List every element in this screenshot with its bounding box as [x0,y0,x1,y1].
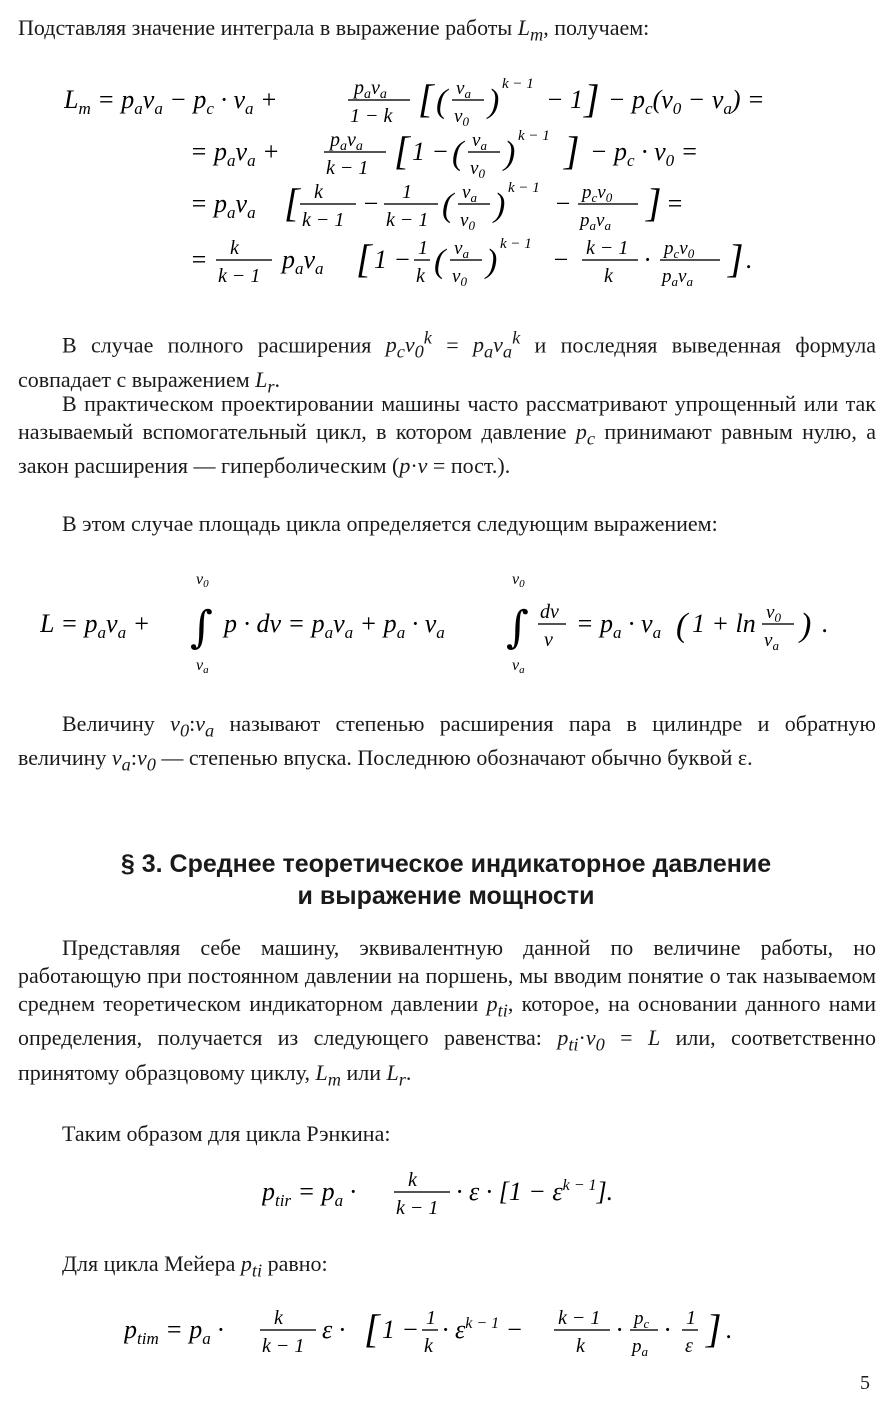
equation-meyer-svg [124,1300,784,1370]
svg-text:(: ( [434,243,446,280]
svg-text:Lm = pava − pc · va +: $L_m = p_av_a - p_c \cdot v_a$ + [64,85,278,118]
svg-text:k − 1: k − 1 [502,76,534,92]
svg-text:k: k [230,237,239,259]
svg-text:v0: $v_0$ [454,106,469,129]
svg-text:k: k [408,1169,417,1191]
svg-text:1: 1 [418,237,428,259]
svg-text:1 − k: 1 − k [350,105,393,127]
svg-text:1 + ln: 1 + ln [692,609,756,638]
section-heading-line2: и выражение мощности [297,882,595,910]
intro-paragraph: Подставляя значение интеграла в выражение работы $L_m$, получаем: [18,15,650,45]
svg-text:k − 1: k − 1 [302,209,345,231]
svg-text:1 −: 1 − [412,137,450,166]
svg-text:− pc(v0 − va) =: − $p_c(v_0 - v_a)$ = [608,85,765,118]
svg-text:v0: $v_0$ [766,602,781,625]
svg-text:v0: $v_0$ [452,266,467,289]
paragraph-full-expansion: В случае полного расширения $p_cv_0^k = p_av_a^k$ и последняя выведенная формула совпадает с выражением $L_r$. [18,328,876,397]
paragraph-area-intro: В этом случае площадь цикла определяется следующим выражением: [62,511,718,536]
equation-lm-line2-svg [190,124,750,184]
svg-text:1: 1 [426,1307,436,1329]
paragraph-meyer-intro: Для цикла Мейера $p_{ti}$ равно: [62,1251,328,1281]
svg-text:−: − [362,189,380,218]
svg-text:k − 1: k − 1 [386,209,429,231]
svg-text:k: k [576,1335,585,1357]
svg-text:k − 1: k − 1 [218,265,261,287]
svg-text:(: ( [452,135,464,172]
svg-text:]: ] [728,236,744,281]
svg-text:pcv0: $p_cv_0$ [582,182,613,205]
paragraph-mean-pressure: Представляя себе машину, эквивалентную данной по величине работы, но работающую при постоянном давлении на поршень, мы вводим понятие о так называемом среднем теоретическом индикаторном давлении $p_{ti}$, которое, на основании данного нами определения, получается из следующего равенства: $p_{ti}\cdot v_0 = L$ или, соответственно принятому образцовому циклу, $L_m$ или $L_r$. [18,935,876,1090]
svg-text:.: . [726,1315,733,1344]
svg-text:−: − [554,189,572,218]
equation-meyer [124,1300,784,1378]
svg-text:1: 1 [402,181,412,203]
equation-area [40,566,840,684]
svg-text:va: $v_a$ [472,130,487,153]
svg-text:(: ( [436,83,448,120]
svg-text:[: [ [394,128,410,173]
svg-text:v: v [544,629,553,651]
svg-text:v0: $v_0$ [460,210,475,233]
svg-text:p · dv = pava + pa · va: p · dv = $p_av_a + p_a \cdot v_a$ [224,609,445,642]
svg-text:1: 1 [686,1307,696,1329]
svg-text:pc: $p_c$ [634,1308,650,1331]
svg-text:=: = [190,245,208,274]
svg-text:k: k [274,1307,283,1329]
svg-text:∫: ∫ [190,602,213,653]
svg-text:[: [ [364,1306,380,1351]
svg-text:va: $v_a$ [764,630,779,653]
svg-text:[: [ [356,236,372,281]
svg-text:]: ] [584,76,600,121]
svg-text:): ) [800,607,812,644]
svg-text:ptir = pa ·: $p_{tir} = p_a$ · [262,1177,357,1210]
svg-text:= pa · va: = $p_a \cdot v_a$ [576,609,662,642]
svg-text:· ε · [1 − εk − 1].: · $\varepsilon \cdot [1 - \varepsilon^{k - 1}]$. [456,1177,614,1206]
svg-text:): ) [494,187,506,224]
svg-text:− pc · v0 =: − $p_c \cdot v_0$ = [590,137,699,170]
equation-lm-line4-svg [190,232,810,296]
svg-text:v0: v0 [512,571,525,590]
svg-text:1 −: 1 − [382,1315,420,1344]
equation-rankine [262,1164,642,1236]
svg-text:ε ·: ε · [322,1315,346,1344]
svg-text:= pava +: = $p_av_a$ + [190,137,280,170]
equation-rankine-svg [262,1164,642,1228]
svg-text:ptim = pa ·: $p_{tim} = p_a$ · [124,1315,224,1348]
svg-text:[: [ [418,76,434,121]
svg-text:ε: ε [685,1335,693,1357]
svg-text:k − 1: k − 1 [500,236,532,252]
svg-text:k − 1: k − 1 [396,1197,439,1219]
svg-text:[: [ [284,180,300,225]
svg-text:dv: dv [540,601,559,623]
svg-text:·: · [664,1315,671,1344]
equation-area-svg [40,566,840,676]
svg-text:k: k [604,265,613,287]
svg-text:k − 1: k − 1 [326,157,369,179]
page-number: 5 [860,1372,870,1394]
svg-text:pava: $p_av_a$ [354,77,387,102]
svg-text:k: k [424,1335,433,1357]
svg-text:va: $v_a$ [456,78,471,101]
svg-text:va: $v_a$ [462,182,477,205]
svg-text:pava: $p_av_a$ [662,266,693,289]
svg-text:): ) [486,243,498,280]
svg-text:va: va [196,657,209,676]
svg-text:): ) [504,135,516,172]
svg-text:−: − [552,245,570,274]
svg-text:= pava: = $p_av_a$ [190,189,256,222]
svg-text:·: · [644,245,651,274]
paragraph-rankine-intro: Таким образом для цикла Рэнкина: [62,1121,391,1146]
section-heading-line1: § 3. Среднее теоретическое индикаторное давление [120,850,772,878]
paragraph-ratio: Величину $v_0:v_a$ называют степенью расширения пара в цилиндре и обратную величину $v_a:v_0$ — степенью впуска. Последнюю обозначают обычно буквой ε. [18,711,876,775]
svg-text:): ) [488,83,500,120]
svg-text:− 1: − 1 [546,85,584,114]
equation-lm-line1-svg [64,72,824,132]
svg-text:]: ] [564,128,580,173]
svg-text:v0: $v_0$ [470,158,485,181]
svg-text:pava: $p_av_a$ [330,129,363,154]
svg-text:va: $v_a$ [454,238,469,261]
svg-text:∫: ∫ [506,602,529,653]
svg-text:k − 1: k − 1 [586,237,629,259]
svg-text:pava: $p_av_a$ [282,245,324,278]
svg-text:]: ] [706,1306,722,1351]
svg-text:·: · [616,1315,623,1344]
svg-text:k − 1: k − 1 [558,1307,601,1329]
svg-text:(: ( [676,607,688,644]
svg-text:pcv0: $p_cv_0$ [664,238,695,261]
svg-text:pa: $p_a$ [632,1336,648,1359]
equation-lm-line3-svg [190,176,750,240]
svg-text:k − 1: k − 1 [518,128,550,144]
svg-text:k: k [416,265,425,287]
svg-text:· εk − 1 −: · $\varepsilon^{k - 1}$ − [442,1315,524,1344]
svg-text:v0: v0 [196,571,209,590]
svg-text:.: . [822,609,829,638]
svg-text:k: k [314,181,323,203]
paragraph-practical: В практическом проектировании машины часто рассматривают упрощенный или так называемый вспомогательный цикл, в котором давление $p_c$ принимают равным нулю, а закон расширения — гиперболическим (p·v = пост.). [18,391,876,479]
svg-text:.: . [746,245,753,274]
svg-text:(: ( [442,187,454,224]
svg-text:1 −: 1 − [374,245,412,274]
equation-lm-line4 [190,232,810,304]
svg-text:k − 1: k − 1 [508,180,540,196]
svg-text:pava: $p_av_a$ [580,210,611,233]
svg-text:k − 1: k − 1 [262,1335,305,1357]
svg-text:]: ] [646,180,662,225]
svg-text:L = pava +: $L = p_av_a$ + [40,609,151,642]
svg-text:va: va [512,657,525,676]
svg-text:=: = [666,189,684,218]
